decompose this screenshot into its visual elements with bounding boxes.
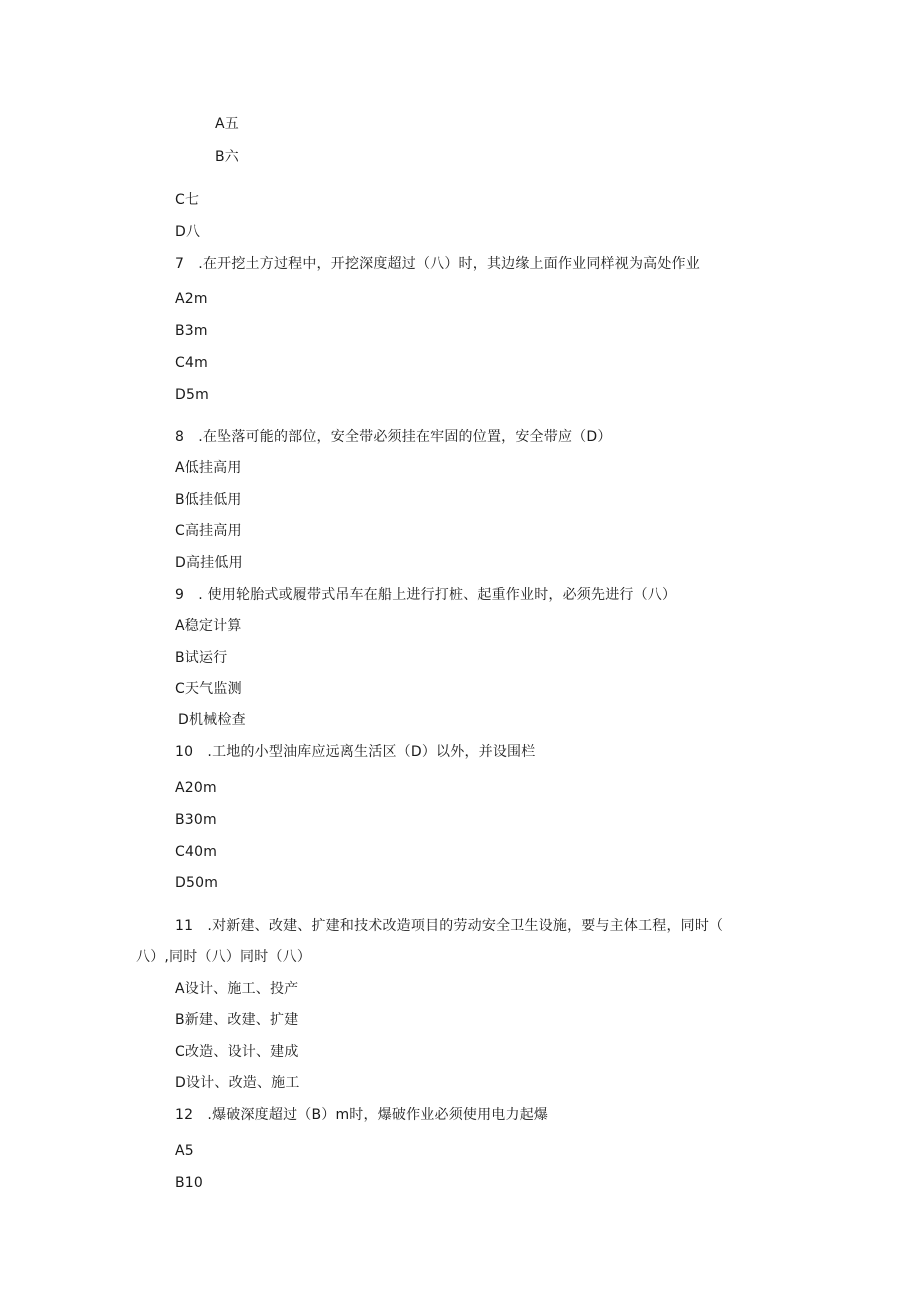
q8-option-b: B低挂低用 — [175, 492, 242, 508]
q7-option-c: C4m — [175, 355, 208, 371]
q6-option-b: B六 — [215, 149, 240, 165]
q12-question: 12 .爆破深度超过（B）m时，爆破作业必须使用电力起爆 — [175, 1107, 549, 1123]
q6-option-c: C七 — [175, 192, 200, 208]
q9-question: 9 . 使用轮胎式或履带式吊车在船上进行打桩、起重作业时，必须先进行（八） — [175, 587, 677, 603]
q12-option-a: A5 — [175, 1143, 194, 1159]
q6-option-d: D八 — [175, 224, 201, 240]
q8-option-a: A低挂高用 — [175, 460, 242, 476]
q8-question: 8 .在坠落可能的部位，安全带必须挂在牢固的位置，安全带应（D） — [175, 429, 612, 445]
q12-option-b: B10 — [175, 1175, 204, 1191]
q10-option-b: B30m — [175, 812, 217, 828]
q7-option-d: D5m — [175, 387, 209, 403]
q9-option-d: D机械检查 — [178, 712, 246, 728]
q11-option-d: D设计、改造、施工 — [175, 1075, 300, 1091]
q10-option-a: A20m — [175, 780, 217, 796]
q7-option-b: B3m — [175, 323, 208, 339]
q11-option-c: C改造、设计、建成 — [175, 1044, 299, 1060]
q9-option-a: A稳定计算 — [175, 618, 242, 634]
q11-question-line1: 11 .对新建、改建、扩建和技术改造项目的劳动安全卫生设施，要与主体工程，同时（ — [175, 918, 724, 934]
q8-option-d: D高挂低用 — [175, 555, 243, 571]
q6-option-a: A五 — [215, 116, 239, 132]
q9-option-c: C天气监测 — [175, 681, 242, 697]
q10-question: 10 .工地的小型油库应远离生活区（D）以外，并设围栏 — [175, 744, 536, 760]
q11-option-a: A设计、施工、投产 — [175, 981, 299, 997]
q8-option-c: C高挂高用 — [175, 523, 242, 539]
q9-option-b: B试运行 — [175, 650, 228, 666]
q11-option-b: B新建、改建、扩建 — [175, 1012, 299, 1028]
q7-question: 7 .在开挖土方过程中，开挖深度超过（八）时，其边缘上面作业同样视为高处作业 — [175, 256, 700, 272]
q7-option-a: A2m — [175, 291, 208, 307]
q10-option-d: D50m — [175, 875, 219, 891]
q11-question-line2: 八）,同时（八）同时（八） — [136, 949, 312, 965]
q10-option-c: C40m — [175, 844, 218, 860]
